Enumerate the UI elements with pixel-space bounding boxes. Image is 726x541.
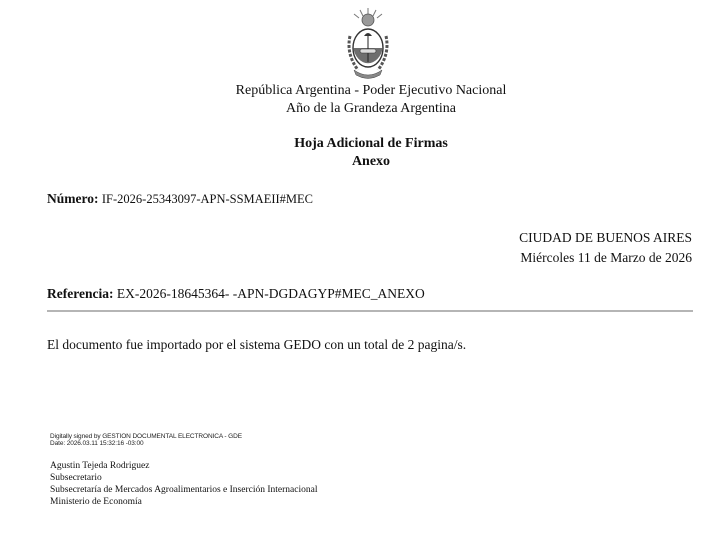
digital-signature-line-2: Date: 2026.03.11 15:32:16 -03:00 (50, 440, 144, 447)
header-line-2: Año de la Grandeza Argentina (285, 101, 456, 116)
numero-row (47, 190, 313, 208)
body-text: El documento fue importado por el sistema GEDO con un total de 2 pagina/s. (47, 337, 467, 352)
referencia-row (47, 285, 425, 303)
referencia-label: Referencia: (47, 286, 114, 301)
divider (47, 310, 693, 312)
signer-name: Agustin Tejeda Rodriguez (50, 461, 150, 471)
numero-label: Número: (47, 191, 99, 206)
document-title: Hoja Adicional de Firmas (294, 136, 448, 151)
numero-value: IF-2026-25343097-APN-SSMAEII#MEC (101, 192, 313, 206)
coat-of-arms-icon (344, 6, 392, 82)
date: Miércoles 11 de Marzo de 2026 (520, 250, 692, 265)
signer-role: Subsecretario (50, 473, 102, 483)
document-subtitle: Anexo (351, 154, 391, 169)
digital-signature-line-1: Digitally signed by GESTION DOCUMENTAL ELECTRONICA - GDE (50, 433, 242, 440)
header-line-1: República Argentina - Poder Ejecutivo Nacional (235, 83, 507, 98)
signer-office: Subsecretaría de Mercados Agroalimentarios e Inserción Internacional (50, 485, 318, 495)
signer-ministry: Ministerio de Economía (50, 497, 142, 507)
city: CIUDAD DE BUENOS AIRES (519, 230, 692, 245)
referencia-value: EX-2026-18645364- -APN-DGDAGYP#MEC_ANEXO (116, 286, 425, 301)
